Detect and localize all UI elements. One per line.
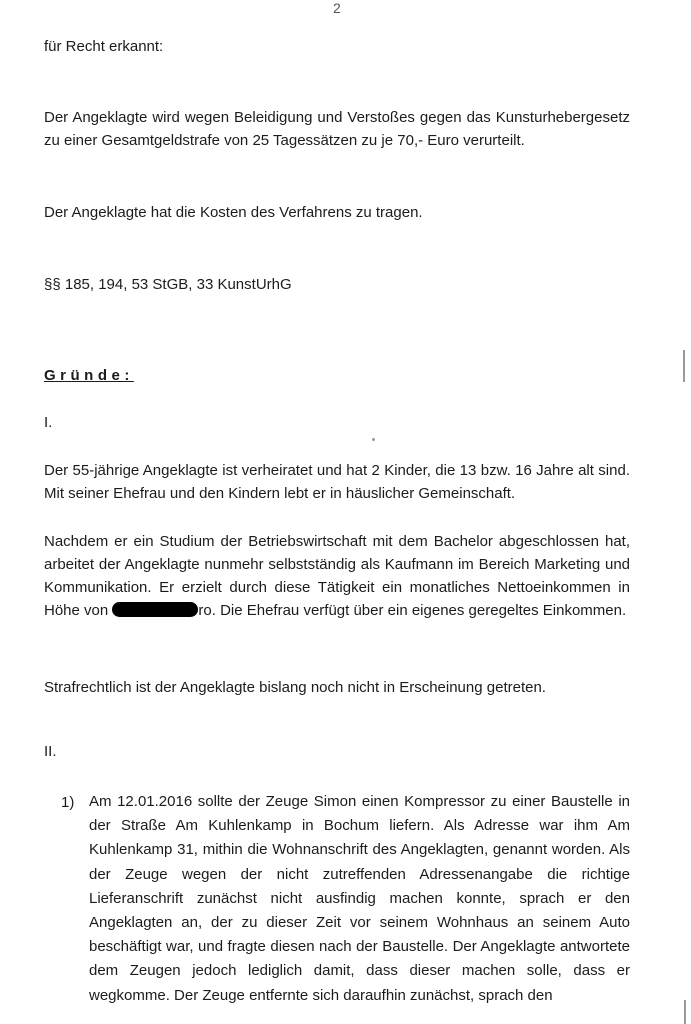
verdict-intro: für Recht erkannt: — [44, 38, 164, 55]
verdict-paragraph-sentence: Der Angeklagte wird wegen Beleidigung und Verstoßes gegen das Kunsturhebergesetz zu einer Gesamtgeldstrafe von 25 Tagessätzen zu je 70,- Euro verurteilt. — [44, 109, 630, 149]
section-1-label: I. — [44, 414, 53, 431]
page-number: 2 — [333, 0, 341, 16]
section-1-paragraph-family: Der 55-jährige Angeklagte ist verheiratet und hat 2 Kinder, die 13 bzw. 16 Jahre alt sind. Mit seiner Ehefrau und den Kindern lebt er in häuslicher Gemeinschaft. — [44, 462, 630, 502]
section-1-paragraph-profession — [44, 530, 630, 622]
scan-speck — [372, 438, 375, 441]
item-1-number: 1) — [61, 794, 75, 811]
section-2-label: II. — [44, 743, 57, 760]
redaction-mark — [112, 602, 198, 617]
scan-margin-mark — [683, 350, 685, 382]
verdict-paragraph-costs: Der Angeklagte hat die Kosten des Verfahrens zu tragen. — [44, 204, 423, 221]
section-1-paragraph-record: Strafrechtlich ist der Angeklagte bislang noch nicht in Erscheinung getreten. — [44, 679, 546, 696]
scan-margin-mark — [684, 1000, 686, 1024]
item-1-text: Am 12.01.2016 sollte der Zeuge Simon einen Kompressor zu einer Baustelle in der Straße Am Kuhlenkamp in Bochum liefern. Als Adresse war ihm Am Kuhlenkamp 31, mithin die Wohnanschrift des Angeklagten, genannt worden. Als der Zeuge wegen der nicht zutreffenden Adressenangabe die richtige Lieferanschrift zunächst nicht ausfindig machen konnte, sprach er den Angeklagten an, der zu dieser Zeit vor seinem Wohnhaus an seinem Auto beschäftigt war, und fragte diesen nach der Baustelle. Der Angeklagte antwortete dem Zeugen jedoch lediglich damit, dass dieser machen solle, dass er wegkomme. Der Zeuge entfernte sich daraufhin zunächst, sprach den — [89, 793, 630, 1004]
profession-text-after: ro. Die Ehefrau verfügt über ein eigenes geregeltes Einkommen. — [198, 602, 627, 619]
profession-text-before: Nachdem er ein Studium der Betriebswirtschaft mit dem Bachelor abgeschlossen hat, arbeitet der Angeklagte nunmehr selbstständig als Kaufmann im Bereich Marketing und Kommunikation. Er erzielt durch diese Tätigkeit ein monatliches Nettoeinkommen in Höhe von — [44, 533, 630, 619]
reasons-heading: Gründe: — [44, 367, 134, 384]
applied-statutes: §§ 185, 194, 53 StGB, 33 KunstUrhG — [44, 276, 292, 293]
